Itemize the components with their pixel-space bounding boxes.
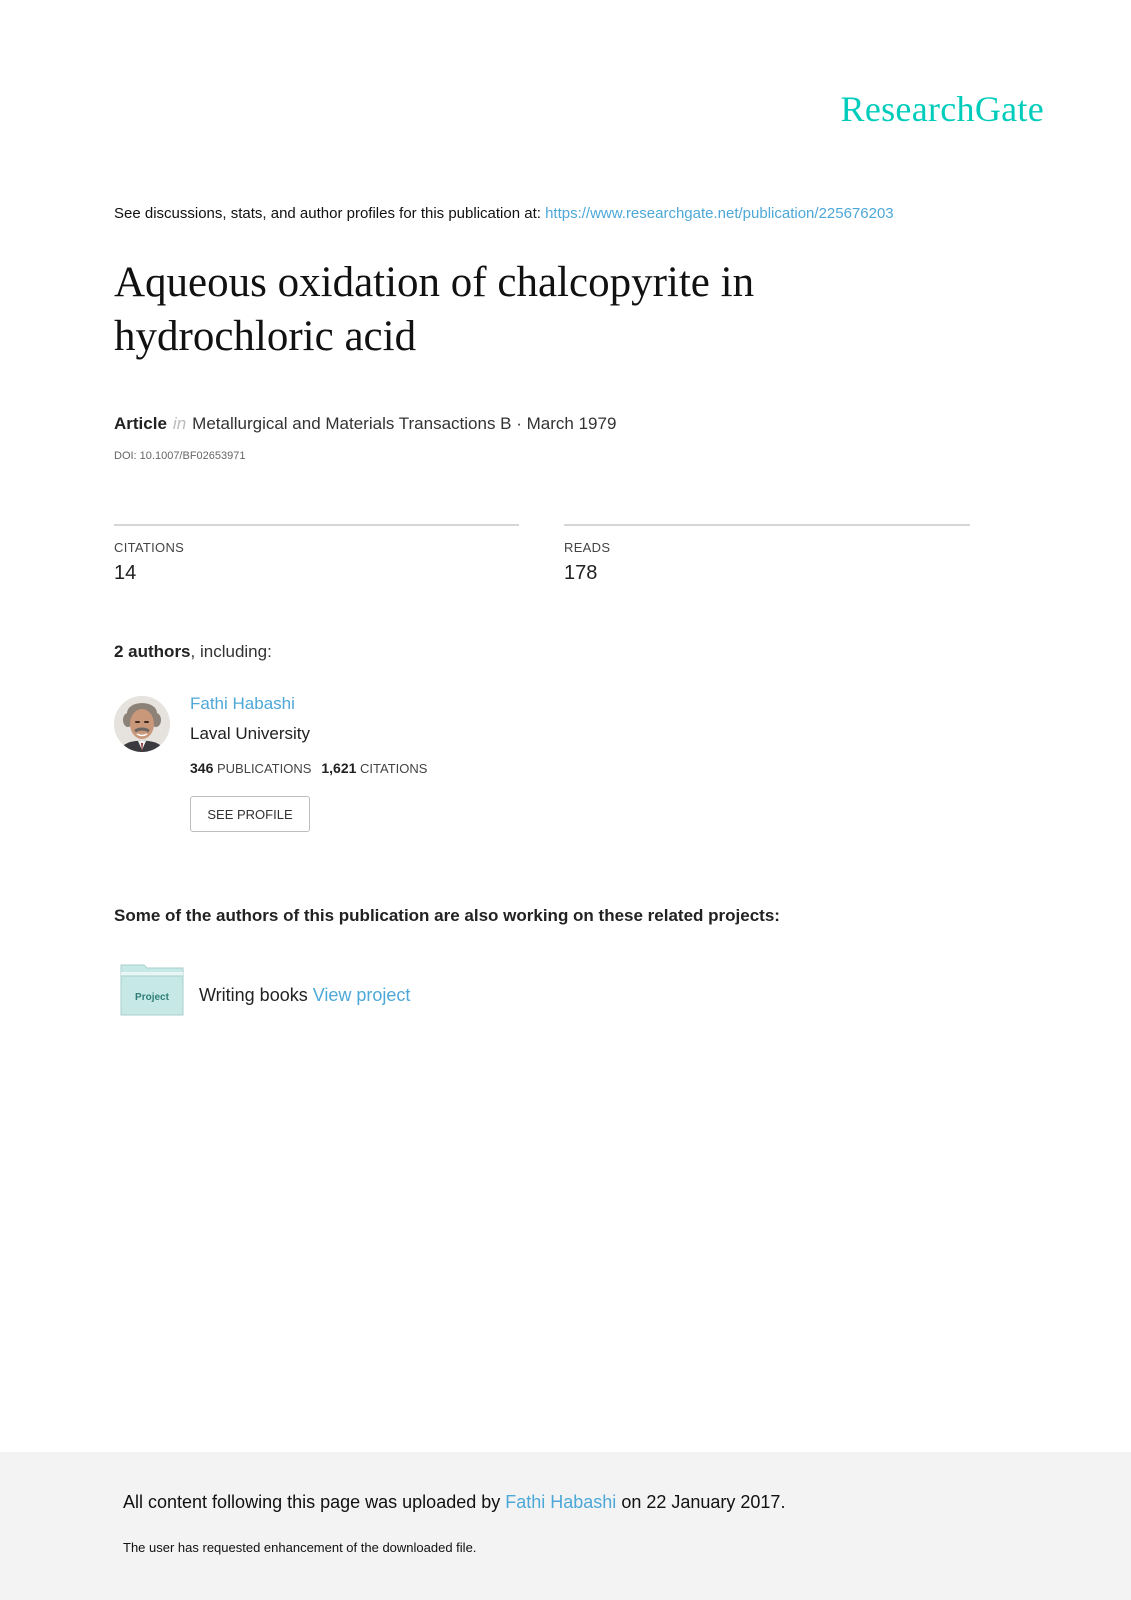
enhancement-note: The user has requested enhancement of the downloaded file. [123, 1540, 477, 1555]
author-citations-count: 1,621 [321, 760, 357, 776]
publication-title: Aqueous oxidation of chalcopyrite in hydrochloric acid [114, 259, 755, 360]
publication-meta [114, 414, 616, 434]
author-publications-label: PUBLICATIONS [216, 761, 312, 776]
authors-including: , including: [190, 642, 272, 661]
project-name: Writing books [199, 985, 313, 1005]
uploader-link[interactable]: Fathi Habashi [505, 1492, 617, 1512]
related-projects-heading: Some of the authors of this publication are also working on these related projects: [114, 906, 780, 925]
upload-prefix: All content following this page was uploaded by [123, 1492, 506, 1512]
see-discussions-line [114, 205, 894, 222]
citations-value: 14 [114, 562, 137, 584]
researchgate-logo[interactable]: ResearchGate [840, 89, 1044, 129]
authors-count: 2 authors [114, 642, 191, 661]
see-profile-button[interactable]: SEE PROFILE [190, 796, 310, 832]
author-stats [190, 760, 427, 776]
footer [0, 1452, 1131, 1600]
author-institution: Laval University [190, 724, 310, 743]
in-word: in [172, 414, 187, 433]
view-project-link[interactable]: View project [312, 985, 411, 1005]
upload-suffix: on 22 January 2017. [616, 1492, 786, 1512]
doi: DOI: 10.1007/BF02653971 [114, 450, 246, 462]
author-name-link[interactable]: Fathi Habashi [190, 694, 295, 713]
project-icon-label: Project [135, 992, 169, 1003]
citations-label: CITATIONS [114, 540, 185, 555]
author-avatar[interactable] [114, 696, 170, 752]
see-discussions-text: See discussions, stats, and author profiles for this publication at: [114, 205, 546, 222]
project-folder-icon [120, 964, 184, 1021]
authors-summary [114, 642, 272, 662]
publication-type: Article [114, 414, 167, 433]
journal-and-date: Metallurgical and Materials Transactions B · March 1979 [192, 414, 617, 433]
author-citations-label: CITATIONS [360, 761, 428, 776]
citations-stat [114, 524, 519, 585]
publication-url-link[interactable]: https://www.researchgate.net/publication/225676203 [545, 205, 894, 222]
project-item [199, 985, 410, 1006]
author-publications-count: 346 [190, 760, 214, 776]
reads-label: READS [564, 540, 611, 555]
author-photo-icon [114, 696, 170, 752]
reads-value: 178 [564, 562, 598, 584]
upload-info [123, 1492, 785, 1513]
reads-stat [564, 524, 970, 585]
